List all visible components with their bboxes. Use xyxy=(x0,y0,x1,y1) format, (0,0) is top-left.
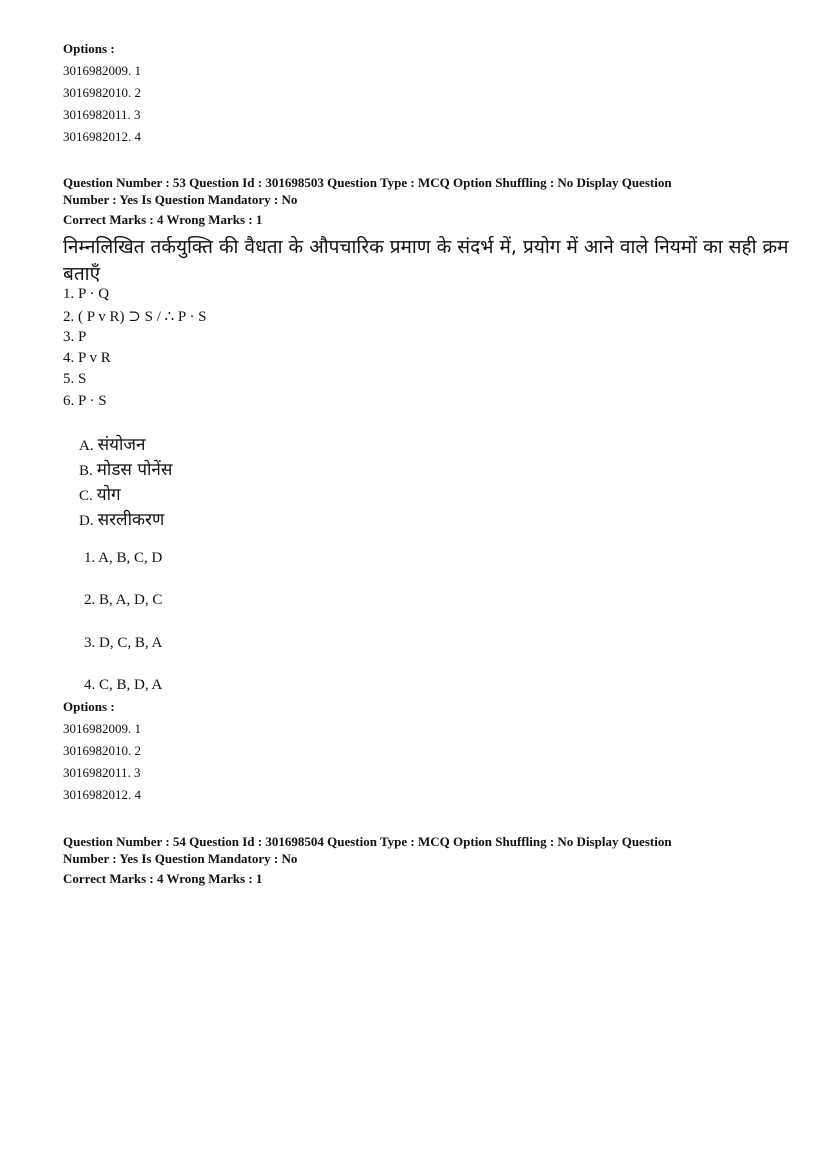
answer-choice: 1. A, B, C, D xyxy=(84,550,163,566)
rule-text: संयोजन xyxy=(97,435,146,455)
question-header: Question Number : 54 Question Id : 301698504 Question Type : MCQ Option Shuffling : No Display Question xyxy=(63,834,672,849)
question-header: Question Number : 53 Question Id : 301698503 Question Type : MCQ Option Shuffling : No Display Question xyxy=(63,175,672,190)
proof-step: 6. P · S xyxy=(63,393,107,409)
rule-label: C. xyxy=(79,488,93,504)
options-label: Options : xyxy=(63,699,115,714)
rule-text: योग xyxy=(96,485,121,505)
rule-item xyxy=(79,432,145,455)
option-item: 3016982010. 2 xyxy=(63,743,141,758)
answer-choice: 2. B, A, D, C xyxy=(84,592,163,608)
proof-step: 3. P xyxy=(63,329,87,345)
answer-choice: 3. D, C, B, A xyxy=(84,635,163,651)
question-header-cont: Number : Yes Is Question Mandatory : No xyxy=(63,851,298,866)
option-item: 3016982012. 4 xyxy=(63,787,141,802)
rule-label: D. xyxy=(79,513,94,529)
rule-item xyxy=(79,482,121,505)
option-item: 3016982009. 1 xyxy=(63,63,141,78)
option-item: 3016982009. 1 xyxy=(63,721,141,736)
rule-item xyxy=(79,507,164,530)
options-label: Options : xyxy=(63,41,115,56)
question-text: निम्नलिखित तर्कयुक्ति की वैधता के औपचारिक प्रमाण के संदर्भ में, प्रयोग में आने वाले नियमों का सही क्रम xyxy=(63,236,789,258)
proof-step: 2. ( P v R) ⊃ S / ∴ P · S xyxy=(63,309,207,325)
rule-label: B. xyxy=(79,463,93,479)
proof-step: 4. P v R xyxy=(63,350,111,366)
proof-step: 5. S xyxy=(63,371,87,387)
question-header-cont: Number : Yes Is Question Mandatory : No xyxy=(63,192,298,207)
answer-choice: 4. C, B, D, A xyxy=(84,677,163,693)
rule-item xyxy=(79,457,172,480)
option-item: 3016982012. 4 xyxy=(63,129,141,144)
option-item: 3016982011. 3 xyxy=(63,765,141,780)
rule-label: A. xyxy=(79,438,94,454)
question-text-cont: बताएँ xyxy=(63,263,101,285)
question-marks: Correct Marks : 4 Wrong Marks : 1 xyxy=(63,871,263,886)
question-marks: Correct Marks : 4 Wrong Marks : 1 xyxy=(63,212,263,227)
option-item: 3016982010. 2 xyxy=(63,85,141,100)
rule-text: सरलीकरण xyxy=(97,510,165,530)
option-item: 3016982011. 3 xyxy=(63,107,141,122)
rule-text: मोडस पोनेंस xyxy=(96,460,173,480)
proof-step: 1. P · Q xyxy=(63,286,110,302)
